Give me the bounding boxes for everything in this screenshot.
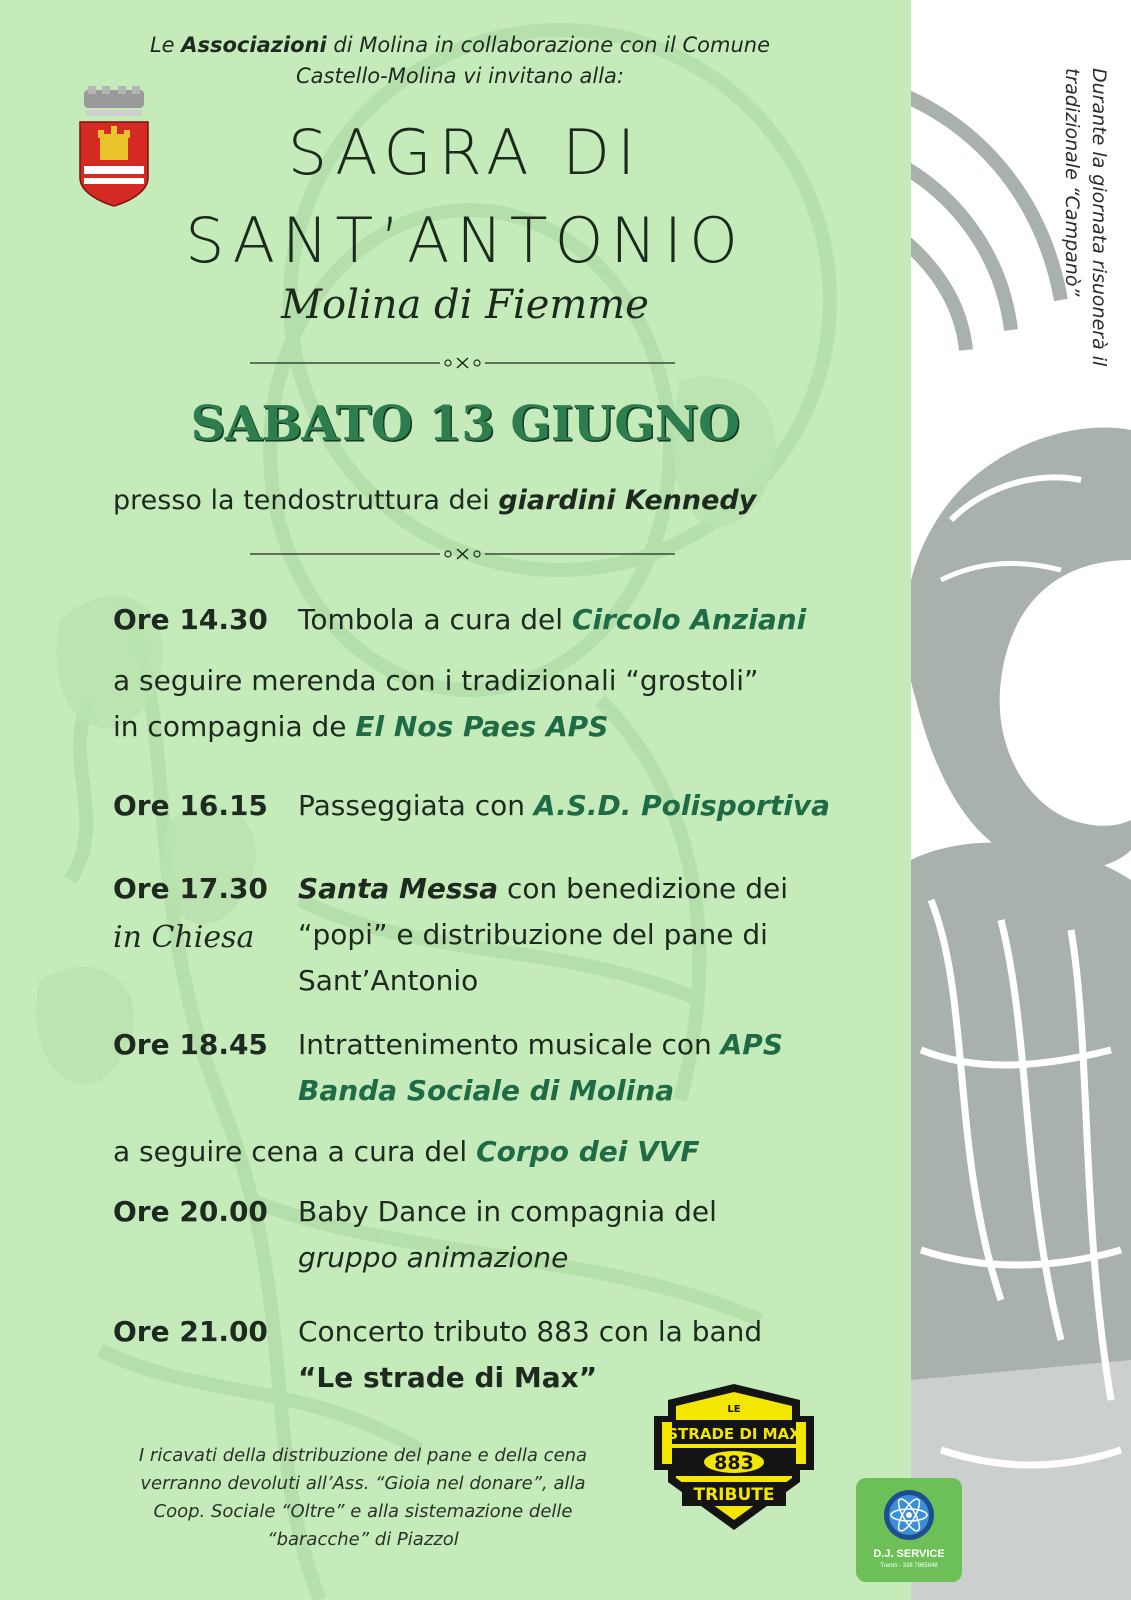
santa-messa: Santa Messa [298, 872, 499, 905]
title-line-1: SAGRA DI [287, 116, 643, 189]
event-baby-dance-line-1: Baby Dance in compagnia del [298, 1195, 717, 1228]
event-messa-line-2: “popi” e distribuzione del pane di [298, 918, 768, 951]
event-passeggiata: Passeggiata con A.S.D. Polisportiva [298, 789, 830, 822]
event-location: presso la tendostruttura dei giardini Kennedy [113, 485, 757, 516]
sidebar-vertical-text [1052, 68, 1112, 408]
location-name: giardini Kennedy [498, 485, 757, 516]
intro-line-1: Le Associazioni di Molina in collaborazione con il Comune [149, 33, 771, 57]
subtitle: Molina di Fiemme [281, 282, 649, 328]
org-corpo-vvf: Corpo dei VVF [476, 1135, 700, 1168]
event-date: SABATO 13 GIUGNO [190, 396, 740, 452]
footnote: I ricavati della distribuzione del pane e della cena verranno devoluti all’Ass. “Gioia nel donare”, alla Coop. Sociale “Oltre” e alla sistemazione delle “baracche” di Piazzol [138, 1445, 588, 1550]
org-banda-sociale: Banda Sociale di Molina [298, 1074, 675, 1107]
merenda-line-2: in compagnia de El Nos Paes APS [113, 710, 609, 743]
time-2100: Ore 21.00 [113, 1315, 268, 1348]
sidebar-line-2: tradizionale “Campanò” [1061, 68, 1083, 297]
merenda-line-1: a seguire merenda con i tradizionali “grostoli” [113, 664, 759, 697]
municipal-crest-icon [78, 86, 150, 208]
intro-text [120, 30, 800, 92]
dj-service-subtitle: Trento - 338 7865848 [880, 1563, 938, 1569]
event-music-line-1: Intrattenimento musicale con APS [298, 1028, 783, 1061]
event-messa-line-3: Sant’Antonio [298, 964, 479, 997]
dj-service-logo [856, 1478, 962, 1582]
band-logo-top: LE [727, 1404, 741, 1415]
title-line-2: SANT’ANTONIO [185, 204, 745, 277]
time-1615: Ore 16.15 [113, 789, 268, 822]
intro-associations: Associazioni [181, 33, 327, 57]
event-baby-dance-line-2: gruppo animazione [298, 1241, 569, 1274]
time-1845: Ore 18.45 [113, 1028, 268, 1061]
ornament-divider-bottom [250, 547, 675, 561]
globe-atom-icon [882, 1488, 936, 1542]
cena-line: a seguire cena a cura del Corpo dei VVF [113, 1135, 700, 1168]
org-circolo-anziani: Circolo Anziani [571, 603, 807, 636]
time-1730: Ore 17.30 [113, 872, 268, 905]
org-aps: APS [720, 1028, 783, 1061]
event-tombola: Tombola a cura del Circolo Anziani [298, 603, 807, 636]
time-1430: Ore 14.30 [113, 603, 268, 636]
time-2000: Ore 20.00 [113, 1195, 268, 1228]
sidebar-line-1: Durante la giornata risuonerà il [1088, 68, 1110, 367]
dj-service-title: D.J. SERVICE [873, 1548, 945, 1560]
strade-di-max-logo [650, 1382, 818, 1532]
event-messa-line-1: Santa Messa con benedizione dei [298, 872, 788, 905]
band-logo-name: STRADE DI MAX [667, 1425, 801, 1443]
event-place-chiesa: in Chiesa [113, 920, 255, 955]
org-el-nos-paes: El Nos Paes APS [355, 710, 609, 743]
event-concerto-line-2: “Le strade di Max” [298, 1361, 598, 1394]
ornament-divider-top [250, 356, 675, 370]
band-logo-number: 883 [714, 1452, 754, 1474]
org-polisportiva: A.S.D. Polisportiva [533, 789, 830, 822]
event-music-line-2 [298, 1068, 674, 1114]
event-concerto-line-1: Concerto tributo 883 con la band [298, 1315, 763, 1348]
intro-line-2: Castello-Molina vi invitano alla: [296, 64, 624, 88]
band-logo-bottom: TRIBUTE [693, 1485, 775, 1505]
